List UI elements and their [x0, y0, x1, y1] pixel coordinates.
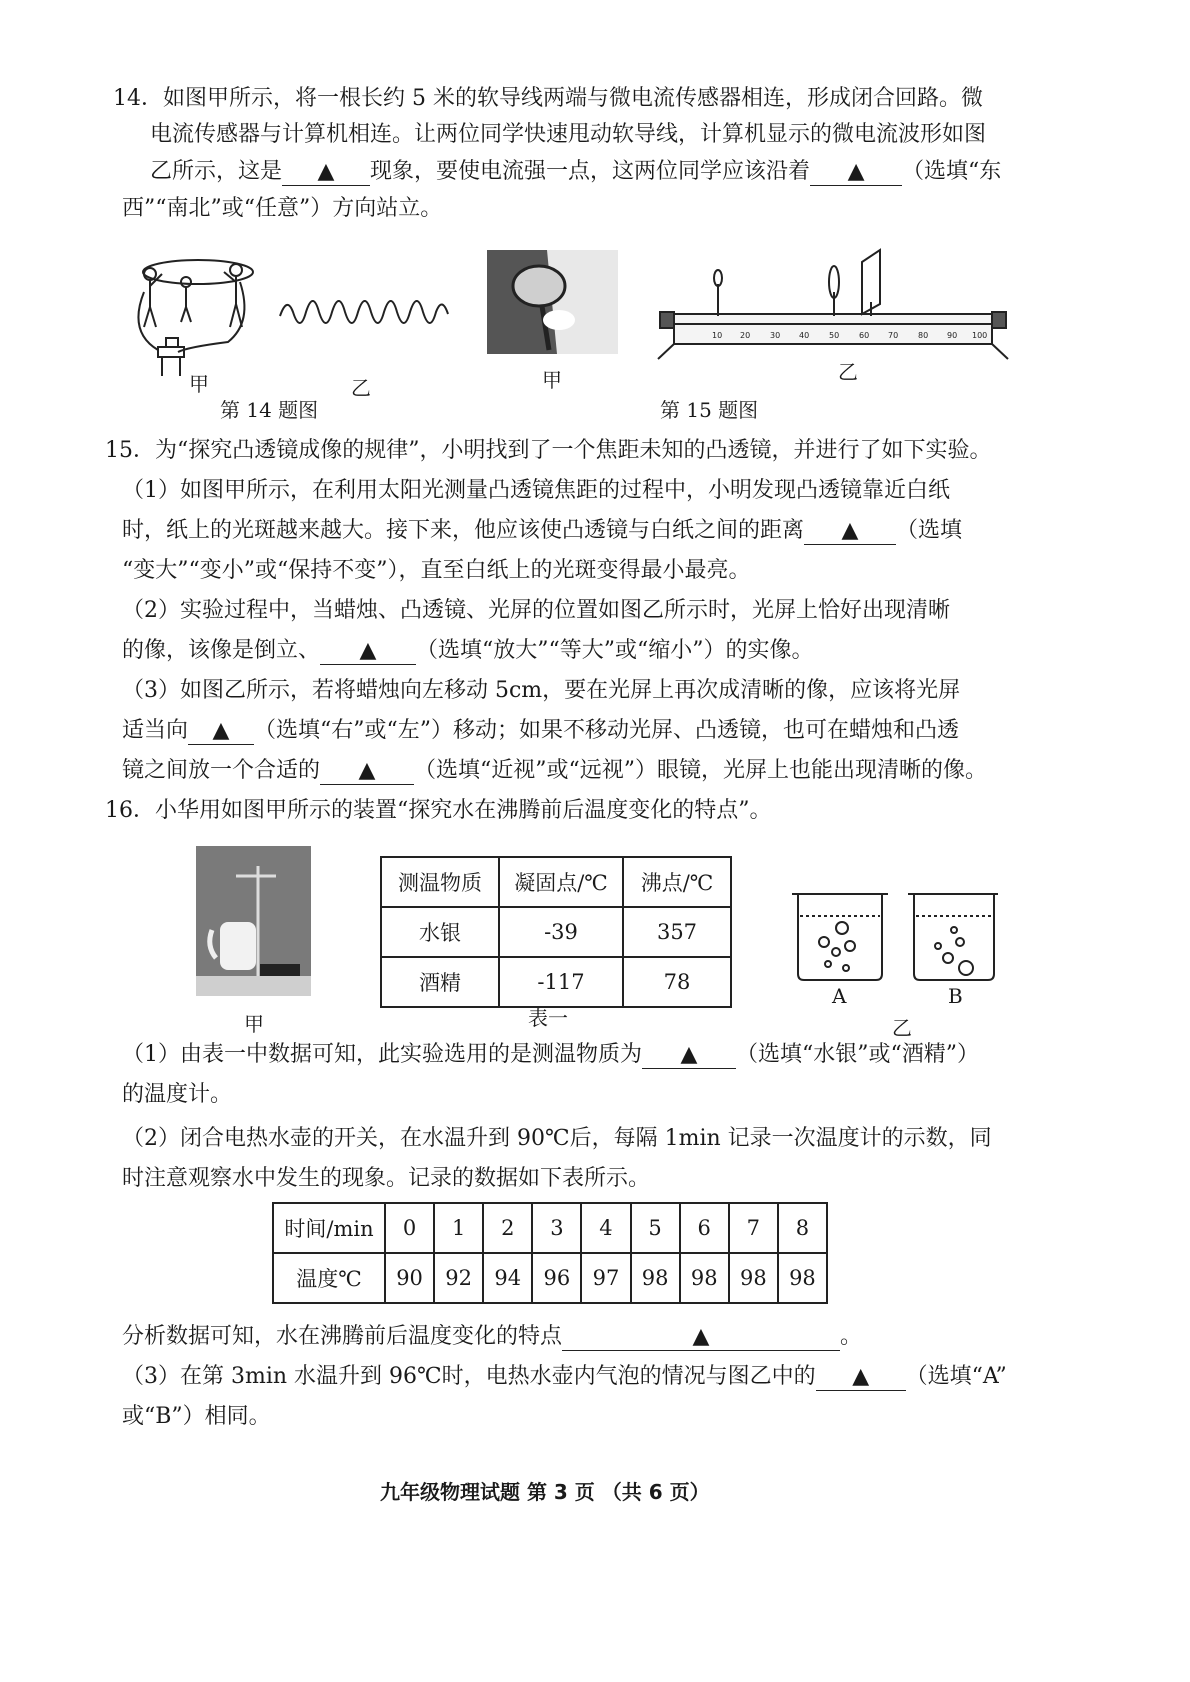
table-cell: 94 — [483, 1253, 532, 1303]
page-footer: 九年级物理试题 第 3 页 （共 6 页） — [380, 1480, 710, 1504]
table-cell: 5 — [631, 1203, 680, 1253]
q16-p3-text-a: （3）在第 3min 水温升到 96℃时，电热水壶内气泡的情况与图乙中的 — [122, 1364, 816, 1389]
table-cell: 98 — [729, 1253, 778, 1303]
q15-p1-text-b: （选填 — [896, 518, 963, 543]
q15-fig-label-jia: 甲 — [542, 368, 562, 392]
table-header-cell: 沸点/℃ — [623, 857, 731, 907]
q14-answer-blank-2[interactable]: ▲ — [810, 159, 902, 186]
table-cell: 0 — [385, 1203, 434, 1253]
ruler-label: 10 — [712, 331, 723, 340]
ruler-label: 90 — [947, 331, 958, 340]
q16-p3-text-b: （选填“A” — [905, 1364, 1007, 1389]
table-cell: 1 — [434, 1203, 483, 1253]
q15-p3-line-3 — [122, 756, 987, 786]
q15-p2-text-a: 的像，该像是倒立、 — [122, 638, 321, 663]
q15-fig-label-yi: 乙 — [838, 360, 858, 384]
q15-p1-line-1: （1）如图甲所示，在利用太阳光测量凸透镜焦距的过程中，小明发现凸透镜靠近白纸 — [122, 478, 950, 503]
q16-p2-line-1: （2）闭合电热水壶的开关，在水温升到 90℃后，每隔 1min 记录一次温度计的示数，同 — [122, 1126, 992, 1151]
q14-waveform — [278, 288, 450, 336]
q15-p1-text-a: 时，纸上的光斑越来越大。接下来，他应该使凸透镜与白纸之间的距离 — [122, 518, 805, 543]
q16-fig-label-jia: 甲 — [244, 1012, 264, 1036]
table-cell: 酒精 — [381, 957, 499, 1007]
q15-p2-line-1: （2）实验过程中，当蜡烛、凸透镜、光屏的位置如图乙所示时，光屏上恰好出现清晰 — [122, 598, 950, 623]
q14-line-2: 电流传感器与计算机相连。让两位同学快速甩动软导线，计算机显示的微电流波形如图 — [150, 122, 987, 147]
table-row — [381, 857, 731, 907]
table-cell: 6 — [680, 1203, 729, 1253]
q16-table-1 — [380, 856, 732, 1008]
q15-p3-line-1: （3）如图乙所示，若将蜡烛向左移动 5cm，要在光屏上再次成清晰的像，应该将光屏 — [122, 678, 961, 703]
q15-p3-text-b: （选填“右”或“左”）移动；如果不移动光屏、凸透镜，也可在蜡烛和凸透 — [254, 718, 960, 743]
ruler-label: 60 — [859, 331, 870, 340]
table-cell: 78 — [623, 957, 731, 1007]
table-row — [381, 957, 731, 1007]
q16-p1-text-b: （选填“水银”或“酒精”） — [736, 1042, 979, 1067]
q16-answer-blank-3[interactable]: ▲ — [816, 1364, 906, 1391]
q16-analysis-end: 。 — [840, 1324, 863, 1349]
q14-fig-label-jia: 甲 — [189, 372, 209, 396]
q15-p3-line-2 — [122, 716, 959, 746]
q16-answer-blank-2[interactable]: ▲ — [562, 1324, 840, 1351]
q15-p2-text-b: （选填“放大”“等大”或“缩小”）的实像。 — [416, 638, 814, 663]
q15-optical-bench — [654, 244, 1014, 366]
q16-beaker-label-b: B — [948, 984, 963, 1008]
table-cell: 90 — [385, 1253, 434, 1303]
q15-answer-blank-1[interactable]: ▲ — [804, 518, 896, 545]
table-row — [273, 1253, 827, 1303]
table-header-cell: 测温物质 — [381, 857, 499, 907]
q16-table-2 — [272, 1202, 828, 1304]
ruler-label: 40 — [799, 331, 810, 340]
q16-p3-line-1 — [122, 1362, 1007, 1392]
q14-line-3 — [150, 157, 1001, 187]
ruler-label: 30 — [770, 331, 781, 340]
q16-p1-line-2: 的温度计。 — [122, 1082, 233, 1107]
q16-p2-line-2: 时注意观察水中发生的现象。记录的数据如下表所示。 — [122, 1166, 651, 1191]
q15-p2-line-2 — [122, 636, 814, 666]
ruler-label: 100 — [972, 331, 988, 340]
q16-analysis-line — [122, 1322, 862, 1352]
table-cell: 98 — [631, 1253, 680, 1303]
table-row — [381, 907, 731, 957]
q15-p1-line-2 — [122, 516, 962, 546]
q15-figure-caption: 第 15 题图 — [660, 398, 759, 422]
ruler-label: 50 — [829, 331, 840, 340]
ruler-label: 20 — [740, 331, 751, 340]
q15-p3-text-d: （选填“近视”或“远视”）眼镜，光屏上也能出现清晰的像。 — [414, 758, 988, 783]
table-cell: -39 — [499, 907, 623, 957]
table-cell: 92 — [434, 1253, 483, 1303]
table-cell: 2 — [483, 1203, 532, 1253]
q16-beaker-label-a: A — [832, 984, 847, 1008]
q14-line-3-text-c: （选填“东 — [902, 159, 1002, 184]
q15-answer-blank-3[interactable]: ▲ — [188, 718, 254, 745]
table-cell: 水银 — [381, 907, 499, 957]
table-cell: 8 — [778, 1203, 827, 1253]
table-cell: 98 — [778, 1253, 827, 1303]
q16-p1-text-a: （1）由表一中数据可知，此实验选用的是测温物质为 — [122, 1042, 642, 1067]
q16-answer-blank-1[interactable]: ▲ — [642, 1042, 736, 1069]
q14-answer-blank-1[interactable]: ▲ — [282, 159, 370, 186]
ruler-label: 80 — [918, 331, 929, 340]
q16-p3-line-2: 或“B”）相同。 — [122, 1404, 271, 1429]
table-cell: 4 — [581, 1203, 630, 1253]
q15-answer-blank-4[interactable]: ▲ — [320, 758, 414, 785]
q14-line-3-text-a: 乙所示，这是 — [150, 159, 283, 184]
table-cell: 357 — [623, 907, 731, 957]
table-header-cell: 凝固点/℃ — [499, 857, 623, 907]
q15-p3-text-a: 适当向 — [122, 718, 189, 743]
q16-fig-label-yi: 乙 — [892, 1016, 912, 1040]
table-cell: 3 — [532, 1203, 581, 1253]
q16-photo-jia — [196, 846, 311, 996]
q14-fig-label-yi: 乙 — [351, 376, 371, 400]
q15-photo-jia — [487, 250, 618, 354]
q14-figure-caption: 第 14 题图 — [220, 398, 319, 422]
q14-line-3-text-b: 现象，要使电流强一点，这两位同学应该沿着 — [370, 159, 811, 184]
q16-beakers — [788, 888, 1002, 984]
table-header-cell: 温度℃ — [273, 1253, 385, 1303]
q16-table-1-caption: 表一 — [528, 1006, 568, 1030]
table-cell: 97 — [581, 1253, 630, 1303]
q14-figure-jia — [128, 252, 258, 382]
q16-p1-line-1 — [122, 1040, 979, 1070]
q15-p1-line-3: “变大”“变小”或“保持不变”），直至白纸上的光斑变得最小最亮。 — [122, 558, 751, 583]
q14-line-4: 西”“南北”或“任意”）方向站立。 — [122, 196, 443, 221]
table-header-cell: 时间/min — [273, 1203, 385, 1253]
q16-intro: 16．小华用如图甲所示的装置“探究水在沸腾前后温度变化的特点”。 — [105, 798, 772, 823]
table-cell: 7 — [729, 1203, 778, 1253]
q15-answer-blank-2[interactable]: ▲ — [320, 638, 416, 665]
q16-analysis-text: 分析数据可知，水在沸腾前后温度变化的特点 — [122, 1324, 563, 1349]
table-row — [273, 1203, 827, 1253]
q14-line-1: 14．如图甲所示，将一根长约 5 米的软导线两端与微电流传感器相连，形成闭合回路。微 — [113, 86, 983, 111]
table-cell: 98 — [680, 1253, 729, 1303]
q15-intro: 15．为“探究凸透镜成像的规律”，小明找到了一个焦距未知的凸透镜，并进行了如下实验。 — [105, 438, 992, 463]
table-cell: 96 — [532, 1253, 581, 1303]
q15-p3-text-c: 镜之间放一个合适的 — [122, 758, 321, 783]
table-cell: -117 — [499, 957, 623, 1007]
ruler-label: 70 — [888, 331, 899, 340]
